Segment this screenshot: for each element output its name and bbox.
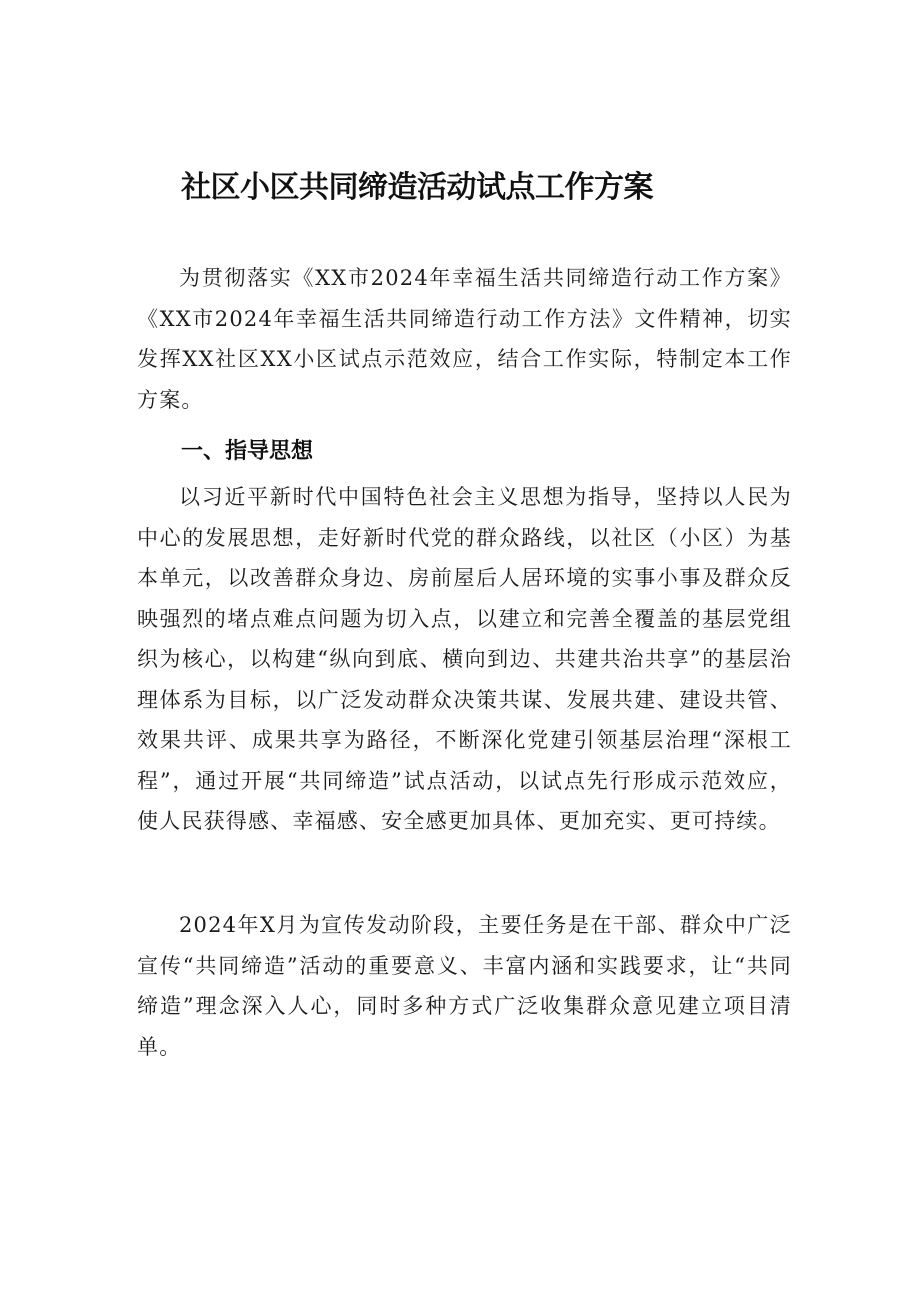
document-title: 社区小区共同缔造活动试点工作方案 [181,170,653,205]
publicity-phase-paragraph: 2024年X月为宣传发动阶段，主要任务是在干部、群众中广泛宣传“共同缔造”活动的重要意义、丰富内涵和实践要求，让“共同缔造”理念深入人心，同时多种方式广泛收集群众意见建立项目清单。 [137,913,792,1059]
section-heading-guiding-ideology: 一、指导思想 [181,439,314,464]
intro-paragraph: 为贯彻落实《XX市2024年幸福生活共同缔造行动工作方案》《XX市2024年幸福生活共同缔造行动工作方法》文件精神，切实发挥XX社区XX小区试点示范效应，结合工作实际，特制定本工作方案。 [137,266,792,412]
guiding-ideology-paragraph: 以习近平新时代中国特色社会主义思想为指导，坚持以人民为中心的发展思想，走好新时代党的群众路线，以社区（小区）为基本单元，以改善群众身边、房前屋后人居环境的实事小事及群众反映强烈的堵点难点问题为切入点，以建立和完善全覆盖的基层党组织为核心，以构建“纵向到底、横向到边、共建共治共享”的基层治理体系为目标，以广泛发动群众决策共谋、发展共建、建设共管、效果共评、成果共享为路径，不断深化党建引领基层治理“深根工程”，通过开展“共同缔造”试点活动，以试点先行形成示范效应，使人民获得感、幸福感、安全感更加具体、更加充实、更可持续。 [137,485,792,833]
